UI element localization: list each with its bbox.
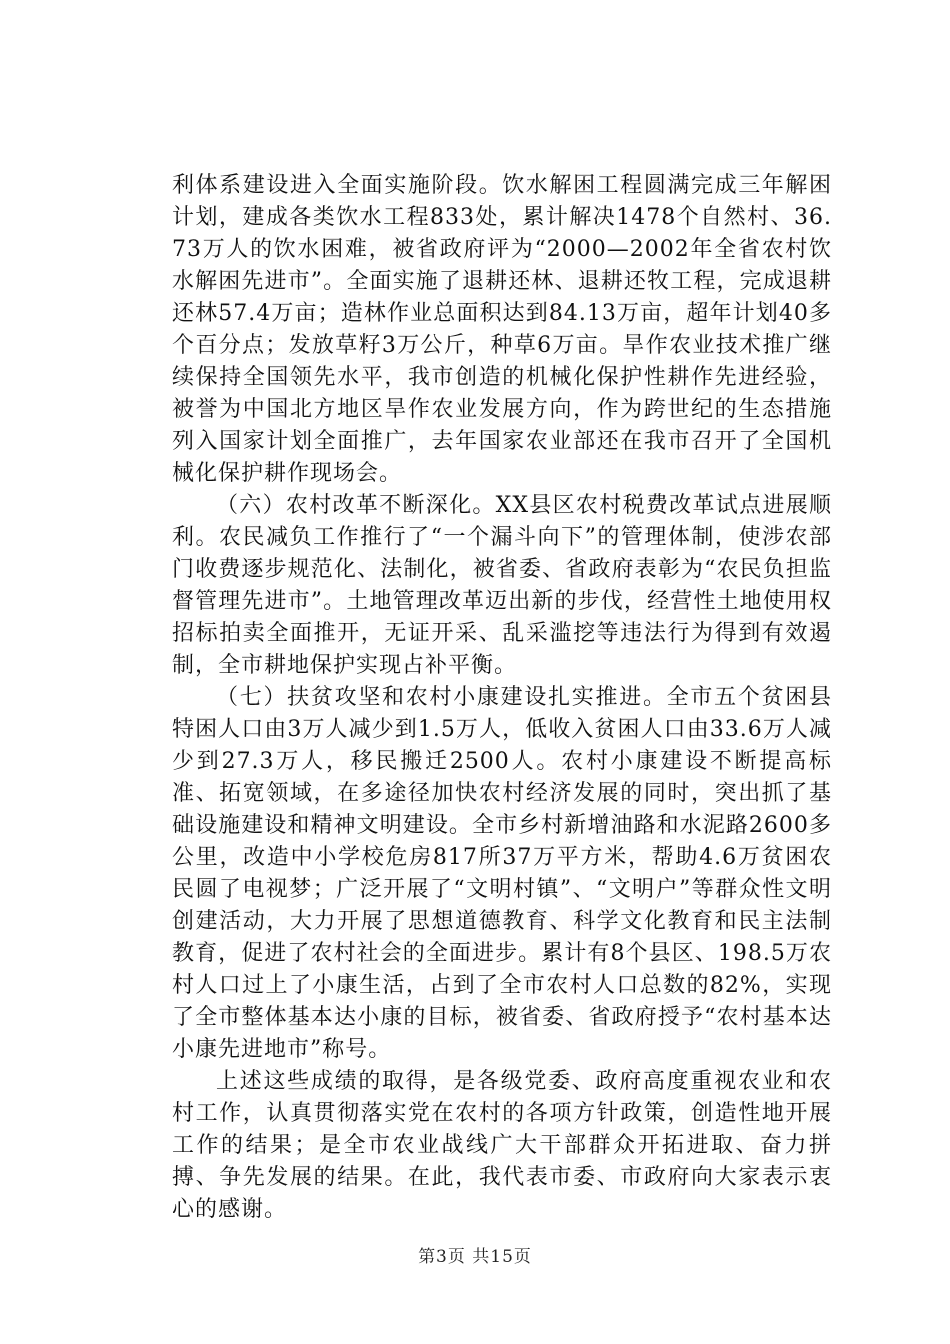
paragraph-continued: 利体系建设进入全面实施阶段。饮水解困工程圆满完成三年解困计划，建成各类饮水工程833处，累计解决1478个自然村、36.73万人的饮水困难，被省政府评为“2000—2002年全省农村饮水解困先进市”。全面实施了退耕还林、退耕还牧工程，完成退耕还林57.4万亩；造林作业总面积达到84.13万亩，超年计划40多个百分点；发放草籽3万公斤，种草6万亩。旱作农业技术推广继续保持全国领先水平，我市创造的机械化保护性耕作先进经验，被誉为中国北方地区旱作农业发展方向，作为跨世纪的生态措施列入国家计划全面推广，去年国家农业部还在我市召开了全国机械化保护耕作现场会。	[172, 173, 832, 486]
document-body	[172, 170, 832, 1226]
paragraph-acknowledgement: 上述这些成绩的取得，是各级党委、政府高度重视农业和农村工作，认真贯彻落实党在农村的各项方针政策，创造性地开展工作的结果；是全市农业战线广大干部群众开拓进取、奋力拼搏、争先发展的结果。在此，我代表市委、市政府向大家表示衷心的感谢。	[172, 1069, 832, 1222]
paragraph-rural-reform: （六）农村改革不断深化。XX县区农村税费改革试点进展顺利。农民减负工作推行了“一个漏斗向下”的管理体制，使涉农部门收费逐步规范化、法制化，被省委、省政府表彰为“农民负担监督管理先进市”。土地管理改革迈出新的步伐，经营性土地使用权招标拍卖全面推开，无证开采、乱采滥挖等违法行为得到有效遏制，全市耕地保护实现占补平衡。	[172, 493, 832, 678]
page-number-footer: 第3页 共15页	[418, 1247, 532, 1267]
paragraph-poverty-alleviation: （七）扶贫攻坚和农村小康建设扎实推进。全市五个贫困县特困人口由3万人减少到1.5万人，低收入贫困人口由33.6万人减少到27.3万人，移民搬迁2500人。农村小康建设不断提高标准、拓宽领域，在多途径加快农村经济发展的同时，突出抓了基础设施建设和精神文明建设。全市乡村新增油路和水泥路2600多公里，改造中小学校危房817所37万平方米，帮助4.6万贫困农民圆了电视梦；广泛开展了“文明村镇”、“文明户”等群众性文明创建活动，大力开展了思想道德教育、科学文化教育和民主法制教育，促进了农村社会的全面进步。累计有8个县区、198.5万农村人口过上了小康生活，占到了全市农村人口总数的82%，实现了全市整体基本达小康的目标，被省委、省政府授予“农村基本达小康先进地市”称号。	[172, 685, 832, 1062]
